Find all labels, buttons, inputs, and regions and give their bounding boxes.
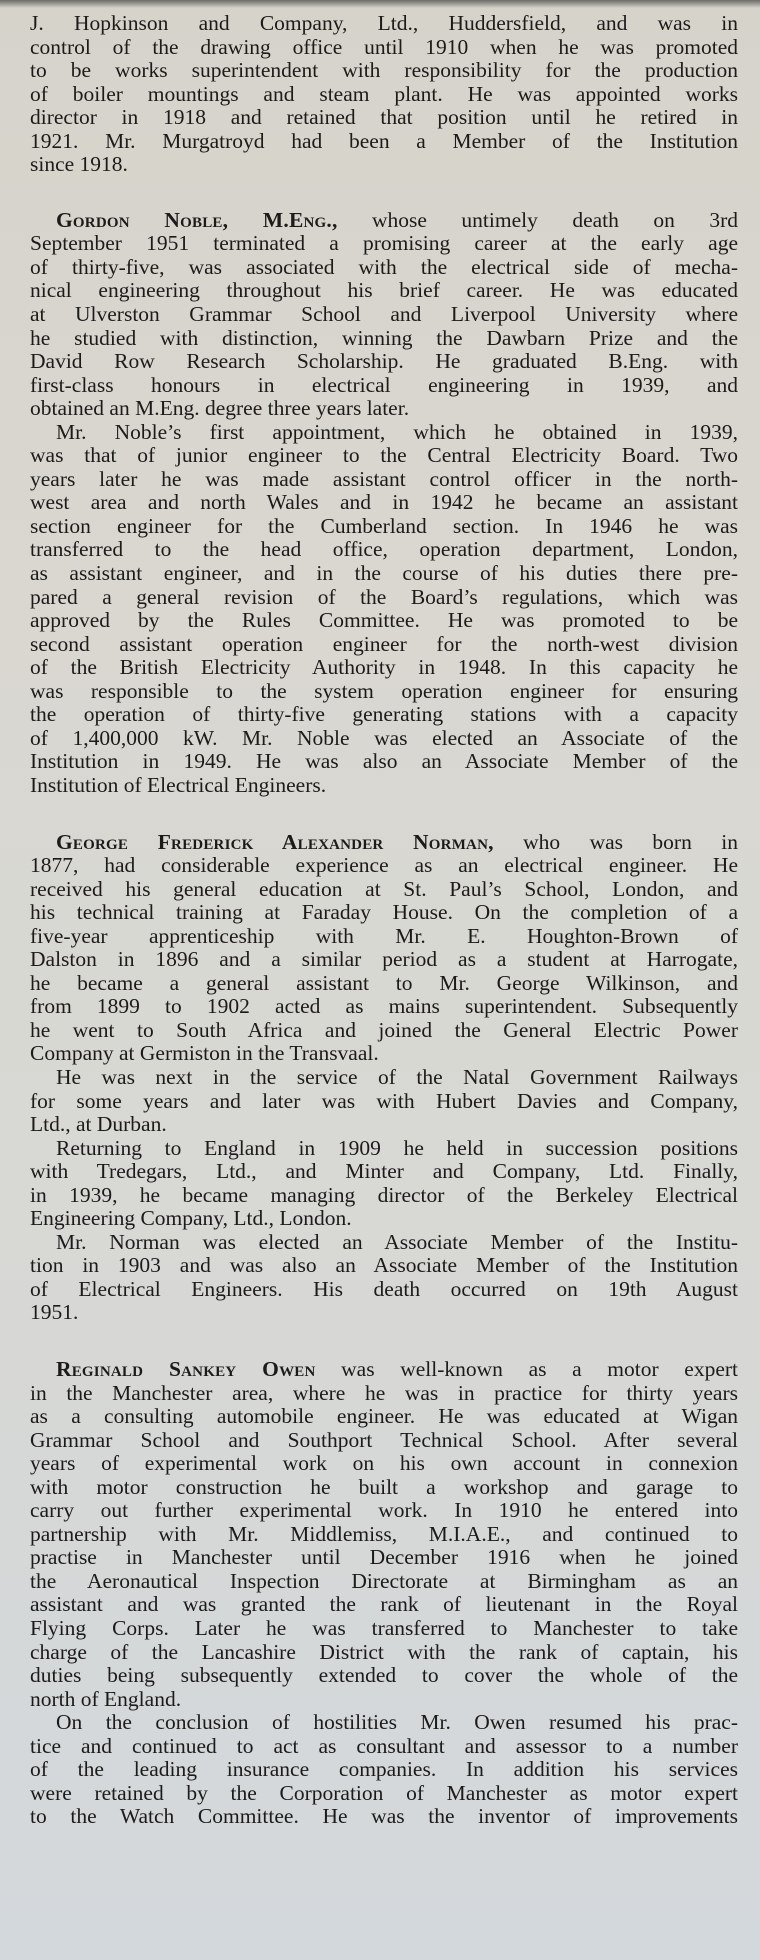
- text-line: transferred to the head office, operation department, London,: [30, 537, 738, 562]
- text-line: He was next in the service of the Natal Government Railways: [56, 1064, 738, 1089]
- page-top-edge-shadow: [0, 0, 760, 8]
- text-line: J. Hopkinson and Company, Ltd., Huddersfield, and was in: [30, 11, 738, 35]
- person-name: George Frederick Alexander Norman: [56, 829, 489, 854]
- text-line: at Ulverston Grammar School and Liverpool University where: [30, 302, 738, 327]
- obituary-entry-owen: [30, 1358, 738, 1829]
- text-line: of the leading insurance companies. In addition his services: [30, 1757, 738, 1782]
- paragraph: [30, 1358, 738, 1711]
- paragraph: [30, 1137, 738, 1231]
- text-line: with motor construction he built a workshop and garage to: [30, 1474, 738, 1499]
- text-line: second assistant operation engineer for the north-west division: [30, 631, 738, 656]
- text-line: approved by the Rules Committee. He was promoted to be: [30, 608, 738, 633]
- text-line: the Aeronautical Inspection Directorate at Birmingham as an: [30, 1568, 738, 1593]
- text-line: On the conclusion of hostilities Mr. Owen resumed his prac-: [56, 1710, 738, 1735]
- text-line: Mr. Norman was elected an Associate Member of the Institu-: [56, 1229, 738, 1254]
- text-line: Returning to England in 1909 he held in succession positions: [56, 1135, 738, 1160]
- text-line: of boiler mountings and steam plant. He was appointed works: [30, 81, 738, 106]
- text-line: five-year apprenticeship with Mr. E. Houghton-Brown of: [30, 923, 738, 948]
- text-line: 1877, had considerable experience as an electrical engineer. He: [30, 853, 738, 878]
- text-fragment: was well-known as a motor expert: [315, 1356, 739, 1381]
- text-line: as a consulting automobile engineer. He was educated at Wigan: [30, 1404, 738, 1429]
- text-line-with-name: [30, 831, 738, 855]
- text-line: received his general education at St. Paul’s School, London, and: [30, 876, 738, 901]
- paragraph: [30, 1711, 738, 1829]
- text-line: to the Watch Committee. He was the inventor of improvements: [30, 1804, 738, 1829]
- person-name: Reginald Sankey Owen: [56, 1356, 316, 1381]
- text-line: of the British Electricity Authority in 1948. In this capacity he: [30, 655, 738, 680]
- text-line: since 1918.: [30, 152, 128, 177]
- paragraph: [30, 1066, 738, 1137]
- text-line: was that of junior engineer to the Central Electricity Board. Two: [30, 443, 738, 468]
- text-line: the operation of thirty-five generating stations with a capacity: [30, 702, 738, 727]
- text-line: 1921. Mr. Murgatroyd had been a Member of the Institution: [30, 128, 738, 153]
- text-line: in the Manchester area, where he was in practice for thirty years: [30, 1380, 738, 1405]
- text-line: Company at Germiston in the Transvaal.: [30, 1041, 379, 1066]
- obituary-entry-norman: [30, 831, 738, 1325]
- text-line: charge of the Lancashire District with the rank of captain, his: [30, 1639, 738, 1664]
- text-line: partnership with Mr. Middlemiss, M.I.A.E., and continued to: [30, 1521, 738, 1546]
- text-line: from 1899 to 1902 acted as mains superintendent. Subsequently: [30, 994, 738, 1019]
- obituary-entry-murgatroyd: [30, 12, 738, 177]
- text-fragment: who was born in: [493, 829, 738, 854]
- text-line: he went to South Africa and joined the General Electric Power: [30, 1017, 738, 1042]
- paragraph: [30, 12, 738, 177]
- text-line: for some years and later was with Hubert Davies and Company,: [30, 1088, 738, 1113]
- text-line: pared a general revision of the Board’s regulations, which was: [30, 584, 738, 609]
- text-line: tion in 1903 and was also an Associate Member of the Institution: [30, 1253, 738, 1278]
- text-line: Dalston in 1896 and a similar period as a student at Harrogate,: [30, 947, 738, 972]
- text-line: section engineer for the Cumberland section. In 1946 he was: [30, 513, 738, 538]
- text-line: in 1939, he became managing director of the Berkeley Electrical: [30, 1182, 738, 1207]
- text-line: with Tredegars, Ltd., and Minter and Company, Ltd. Finally,: [30, 1159, 738, 1184]
- text-line: Engineering Company, Ltd., London.: [30, 1206, 352, 1231]
- text-line: Institution in 1949. He was also an Associate Member of the: [30, 749, 738, 774]
- text-line: Institution of Electrical Engineers.: [30, 772, 327, 797]
- paragraph: [30, 831, 738, 1066]
- text-line: duties being subsequently extended to cover the whole of the: [30, 1663, 738, 1688]
- text-line: carry out further experimental work. In 1910 he entered into: [30, 1498, 738, 1523]
- obituary-page: [30, 12, 738, 1829]
- text-line: he became a general assistant to Mr. George Wilkinson, and: [30, 970, 738, 995]
- text-line: Mr. Noble’s first appointment, which he obtained in 1939,: [56, 419, 738, 444]
- text-line-with-name: [30, 209, 738, 233]
- text-line: years of experimental work on his own account in connexion: [30, 1451, 738, 1476]
- text-line: of thirty-five, was associated with the electrical side of mecha-: [30, 254, 738, 279]
- text-line: assistant and was granted the rank of lieutenant in the Royal: [30, 1592, 738, 1617]
- text-line: Flying Corps. Later he was transferred to Manchester to take: [30, 1616, 738, 1640]
- text-line: tice and continued to act as consultant and assessor to a number: [30, 1733, 738, 1758]
- text-line: 1951.: [30, 1300, 79, 1325]
- text-line: Grammar School and Southport Technical School. After several: [30, 1427, 738, 1452]
- text-line: he studied with distinction, winning the Dawbarn Prize and the: [30, 325, 738, 350]
- person-name: Gordon Noble: [56, 207, 223, 232]
- text-line: years later he was made assistant control officer in the north-: [30, 466, 738, 491]
- text-line: as assistant engineer, and in the course of his duties there pre-: [30, 561, 738, 586]
- text-line: west area and north Wales and in 1942 he became an assistant: [30, 490, 738, 515]
- paragraph: [30, 1231, 738, 1325]
- text-line: were retained by the Corporation of Manchester as motor expert: [30, 1780, 738, 1805]
- text-line: of 1,400,000 kW. Mr. Noble was elected an Associate of the: [30, 725, 738, 750]
- text-line: David Row Research Scholarship. He graduated B.Eng. with: [30, 349, 738, 374]
- text-line: his technical training at Faraday House. On the completion of a: [30, 900, 738, 925]
- text-line: to be works superintendent with responsibility for the production: [30, 58, 738, 83]
- text-line: first-class honours in electrical engineering in 1939, and: [30, 372, 738, 397]
- paragraph: [30, 209, 738, 421]
- text-line: obtained an M.Eng. degree three years later.: [30, 396, 410, 421]
- text-line: practise in Manchester until December 1916 when he joined: [30, 1545, 738, 1570]
- obituary-entry-noble: [30, 209, 738, 798]
- text-line: director in 1918 and retained that position until he retired in: [30, 105, 738, 130]
- text-line: north of England.: [30, 1686, 182, 1711]
- text-line: September 1951 terminated a promising career at the early age: [30, 231, 738, 256]
- paragraph: [30, 421, 738, 798]
- text-line-with-name: [30, 1358, 738, 1382]
- text-line: was responsible to the system operation engineer for ensuring: [30, 678, 738, 703]
- text-line: of Electrical Engineers. His death occurred on 19th August: [30, 1276, 738, 1301]
- text-line: Ltd., at Durban.: [30, 1112, 167, 1137]
- person-name-suffix: , M.Eng.,: [222, 207, 338, 232]
- text-fragment: whose untimely death on 3rd: [337, 207, 738, 232]
- person-name-suffix: ,: [488, 829, 494, 854]
- text-line: control of the drawing office until 1910 when he was promoted: [30, 34, 738, 59]
- text-line: nical engineering throughout his brief career. He was educated: [30, 278, 738, 303]
